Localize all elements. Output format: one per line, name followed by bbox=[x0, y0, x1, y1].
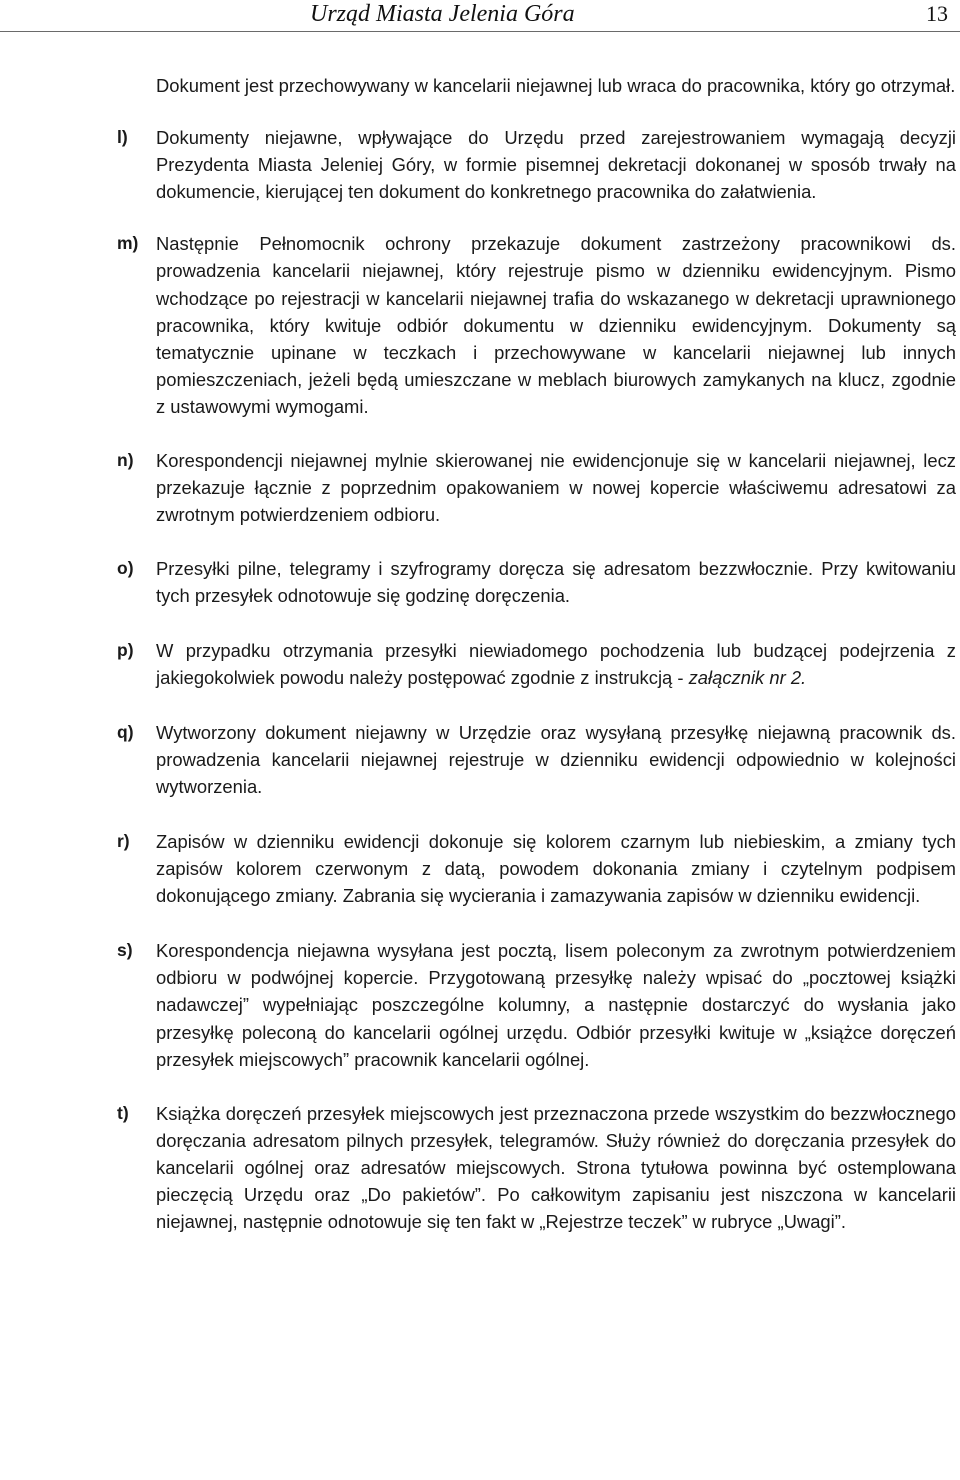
list-marker: t) bbox=[117, 1102, 129, 1123]
paragraph-text: Następnie Pełnomocnik ochrony przekazuje dokument zastrzeżony pracownikowi ds. prowadzenia kancelarii niejawnej, który rejestruje pismo w dzienniku ewidencyjnym. Pismo wchodzące po rejestracji w kancelarii niejawnej trafia do wskazanego w dekretacji uprawnionego pracownika, który kwituje odbiór dokumentu w dzienniku ewidencyjnym. Dokumenty są tematycznie upinane w teczkach i przechowywane w kancelarii niejawnej lub innych pomieszczeniach, jeżeli będą umieszczane w meblach biurowych zamykanych na klucz, zgodnie z ustawowymi wymogami. bbox=[156, 233, 956, 417]
list-marker: q) bbox=[117, 721, 134, 742]
paragraph-text: Wytworzony dokument niejawny w Urzędzie oraz wysyłaną przesyłkę niejawną pracownik ds. prowadzenia kancelarii niejawnej rejestruje w dzienniku ewidencji odpowiednio w kolejności wytworzenia. bbox=[156, 721, 956, 797]
list-marker: s) bbox=[117, 940, 133, 961]
paragraph-text: Korespondencji niejawnej mylnie skierowanej nie ewidencjonuje się w kancelarii niejawnej, lecz przekazuje łącznie z poprzednim opakowaniem w nowej kopercie właściwemu adresatowi za zwrotnym potwierdzeniem odbioru. bbox=[156, 450, 956, 526]
list-item-p bbox=[0, 637, 960, 691]
list-item-q bbox=[0, 719, 960, 800]
document-body bbox=[0, 72, 960, 1235]
list-item-t bbox=[0, 1100, 960, 1235]
list-marker: m) bbox=[117, 233, 139, 254]
paragraph-text: Dokumenty niejawne, wpływające do Urzędu przed zarejestrowaniem wymagają decyzji Prezydenta Miasta Jeleniej Góry, w formie pisemnej dekretacji dokonanej w sposób trwały na dokumencie, kierującej ten dokument do konkretnego pracownika do załatwienia. bbox=[156, 127, 956, 203]
paragraph-text: Korespondencja niejawna wysyłana jest pocztą, lisem poleconym za zwrotnym potwierdzeniem odbioru w podwójnej kopercie. Przygotowaną przesyłkę należy wpisać do „pocztowej książki nadawczej” wypełniając poszczególne kolumny, a następnie dostarczyć do wysłania jako przesyłkę poleconą do kancelarii ogólnej urzędu. Odbiór przesyłki kwituje w „książce doręczeń przesyłek miejscowych” pracownik kancelarii ogólnej. bbox=[156, 940, 956, 1070]
list-item-s bbox=[0, 937, 960, 1072]
list-marker: l) bbox=[117, 127, 128, 148]
list-item-m bbox=[0, 230, 960, 420]
header-divider bbox=[0, 31, 960, 32]
paragraph-text: Książka doręczeń przesyłek miejscowych jest przeznaczona przede wszystkim do bezzwłocznego doręczania adresatom pilnych przesyłek, telegramów. Służy również do doręczania przesyłek do kancelarii ogólnej oraz adresatów miejscowych. Strona tytułowa powinna być ostemplowana pieczęcią Urzędu oraz „Do pakietów”. Po całkowitym zapisaniu jest niszczona w kancelarii niejawnej, następnie odnotowuje się ten fakt w „Rejestrze teczek” w rubryce „Uwagi”. bbox=[156, 1102, 956, 1233]
list-item-r bbox=[0, 828, 960, 909]
paragraph-text: Dokument jest przechowywany w kancelarii niejawnej lub wraca do pracownika, który go otrzymał. bbox=[156, 75, 956, 96]
paragraph-text: Zapisów w dzienniku ewidencji dokonuje się kolorem czarnym lub niebieskim, a zmiany tych zapisów kolorem czerwonym z datą, powodem dokonania zmiany i czytelnym podpisem dokonującego zmiany. Zabrania się wycierania i zamazywania zapisów w dzienniku ewidencji. bbox=[156, 830, 956, 907]
paragraph-text: Przesyłki pilne, telegramy i szyfrogramy doręcza się adresatom bezzwłocznie. Przy kwitowaniu tych przesyłek odnotowuje się godzinę doręczenia. bbox=[156, 558, 956, 607]
list-marker: r) bbox=[117, 830, 130, 851]
page-number: 13 bbox=[926, 1, 948, 26]
list-marker: n) bbox=[117, 450, 134, 471]
paragraph-intro bbox=[0, 72, 960, 99]
list-marker: o) bbox=[117, 558, 134, 579]
paragraph-text: W przypadku otrzymania przesyłki niewiadomego pochodzenia lub budzącej podejrzenia z jakiegokolwiek powodu należy postępować zgodnie z instrukcją - bbox=[156, 639, 956, 688]
list-item-l bbox=[0, 124, 960, 205]
header-title: Urząd Miasta Jelenia Góra bbox=[310, 1, 575, 27]
attachment-reference: załącznik nr 2. bbox=[688, 666, 807, 688]
list-item-n bbox=[0, 447, 960, 528]
page-header bbox=[0, 0, 960, 30]
list-item-o bbox=[0, 555, 960, 609]
list-marker: p) bbox=[117, 639, 134, 660]
